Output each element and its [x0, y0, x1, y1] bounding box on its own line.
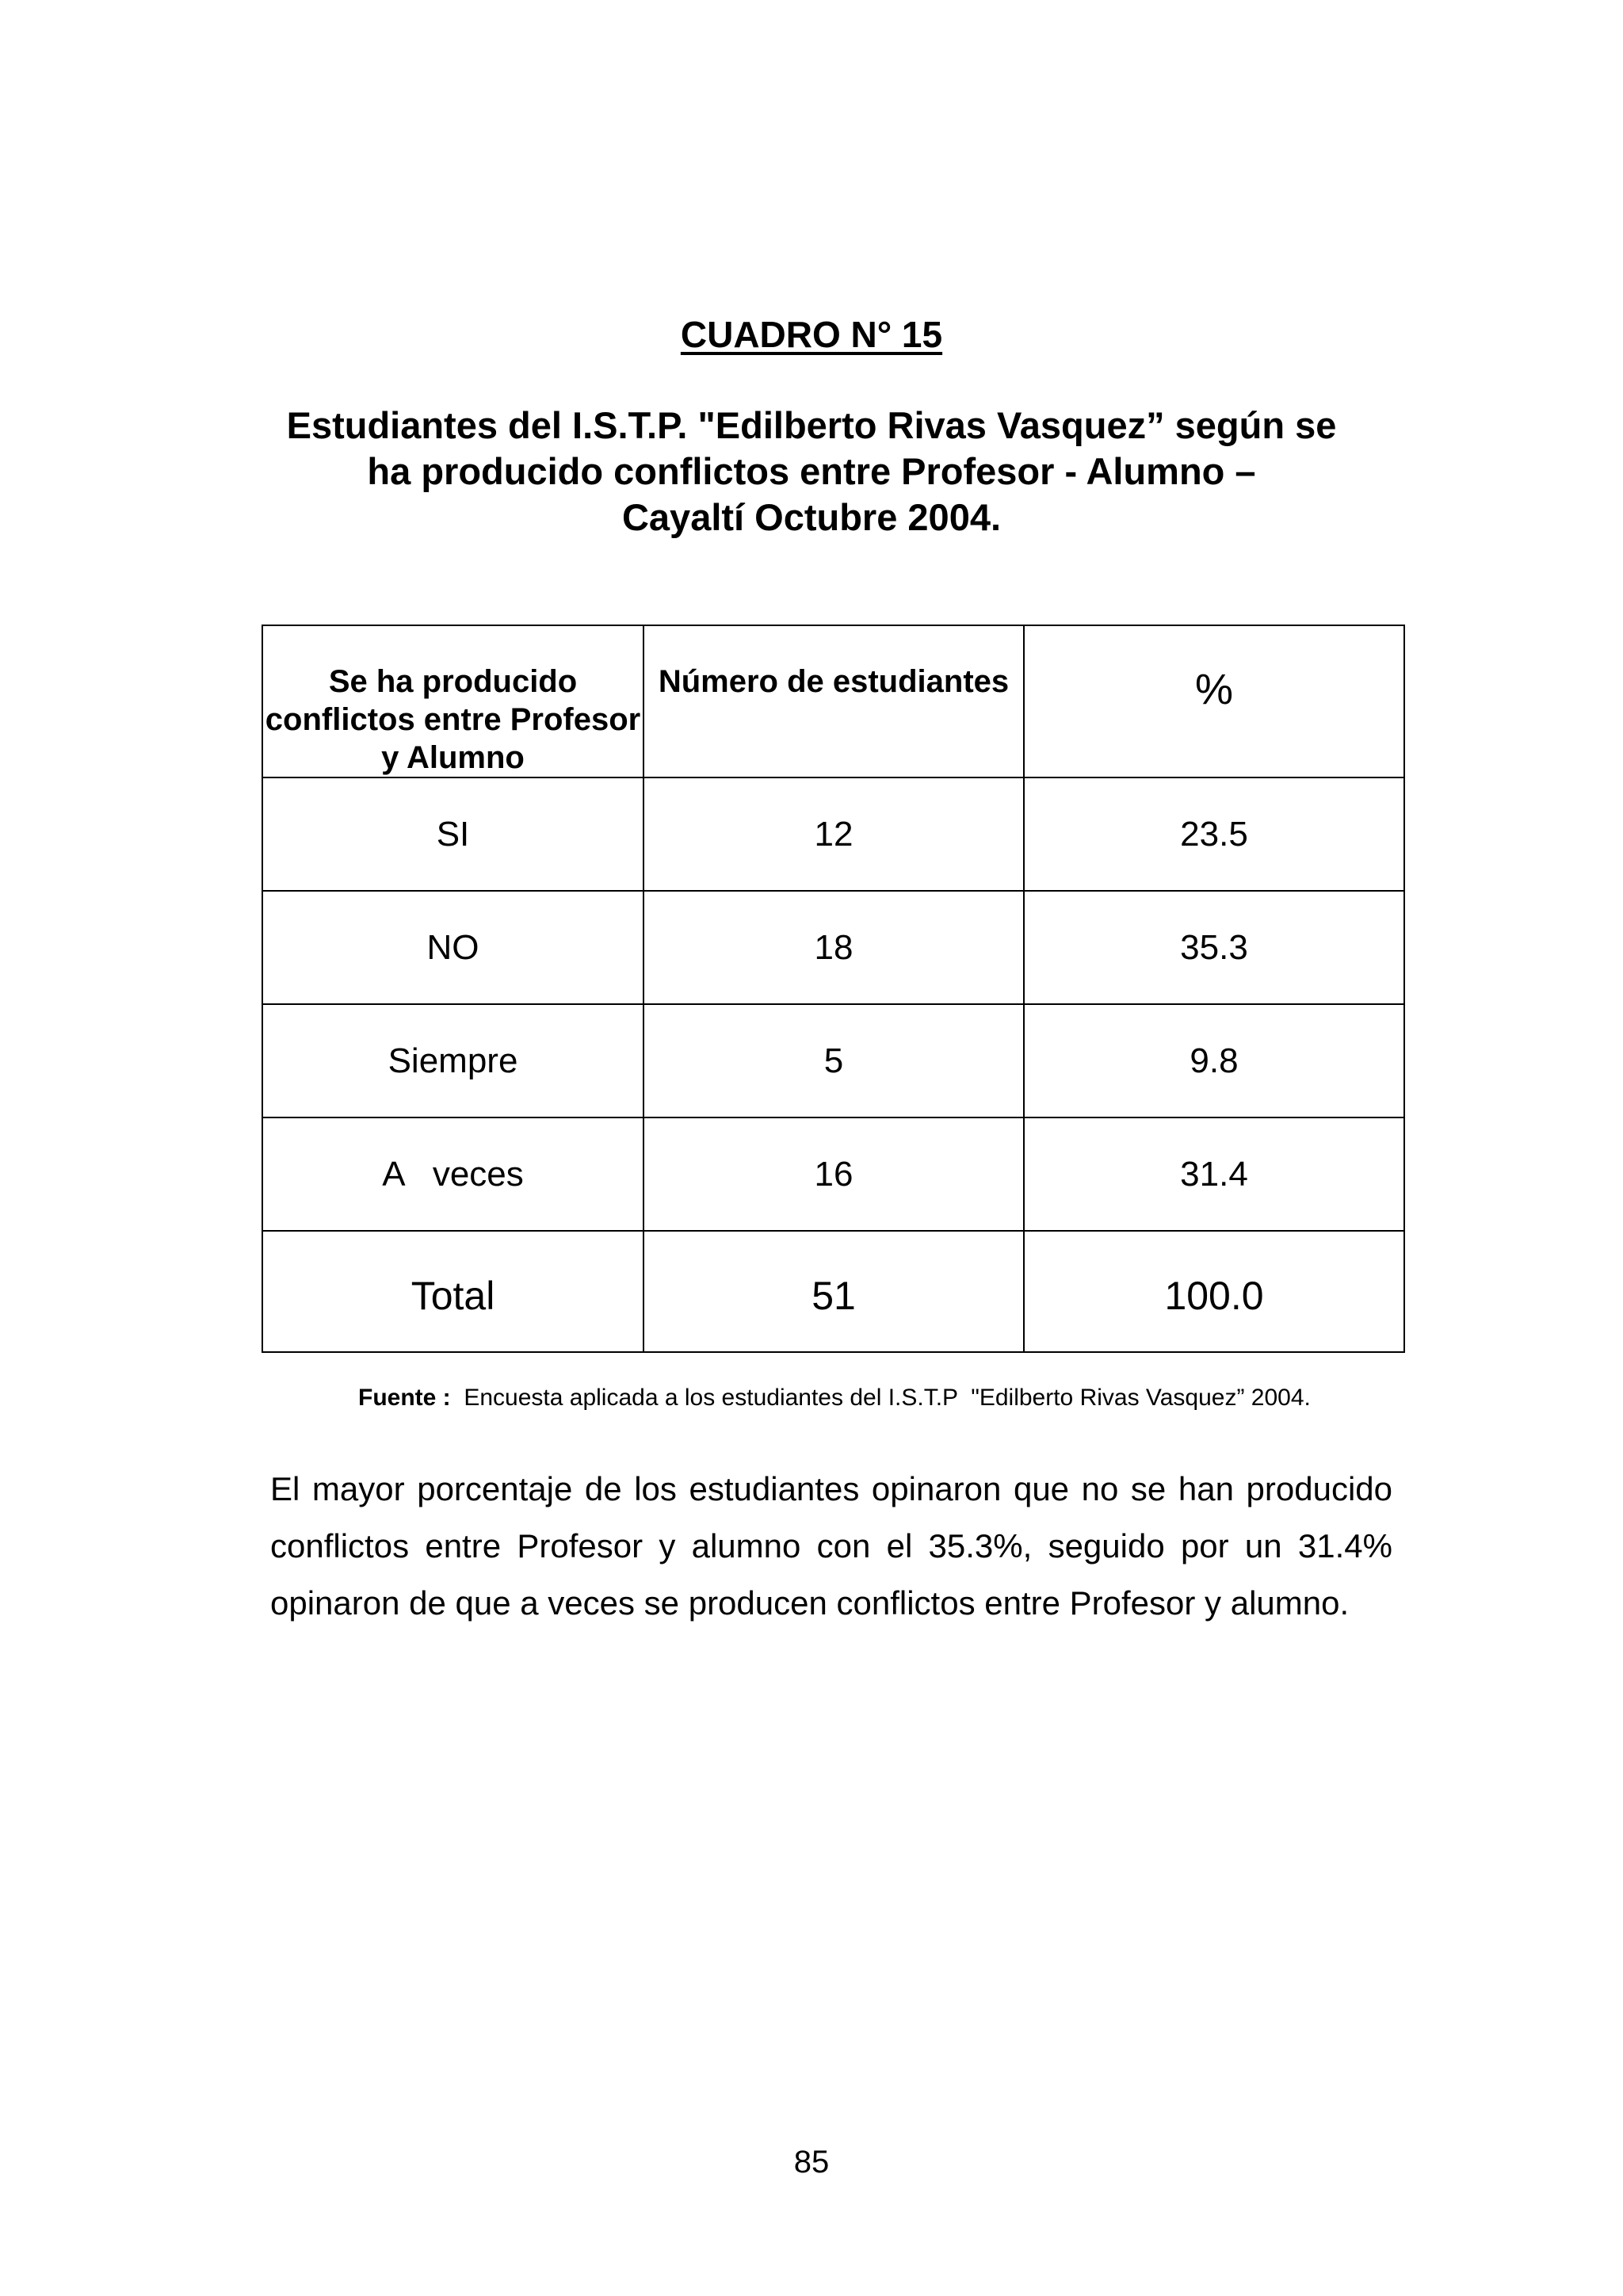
table-header-row — [262, 625, 1404, 777]
row-label: Siempre — [262, 1004, 643, 1117]
source-note — [358, 1385, 1311, 1412]
total-percent: 100.0 — [1024, 1231, 1404, 1352]
table-row — [262, 891, 1404, 1004]
table-title-line-3: Cayaltí Octubre 2004. — [621, 496, 1002, 538]
row-label: A veces — [262, 1117, 643, 1231]
row-percent: 35.3 — [1024, 891, 1404, 1004]
row-label: SI — [262, 777, 643, 891]
source-text: Encuesta aplicada a los estudiantes del I.S.T.P "Edilberto Rivas Vasquez” 2004. — [464, 1385, 1311, 1411]
row-percent: 31.4 — [1024, 1117, 1404, 1231]
header-cell-conflicts: Se ha producido conflictos entre Profesor y Alumno — [262, 625, 643, 777]
data-table — [262, 625, 1405, 1353]
row-label: NO — [262, 891, 643, 1004]
table-total-row — [262, 1231, 1404, 1352]
total-label: Total — [262, 1231, 643, 1352]
row-count: 12 — [643, 777, 1024, 891]
page-number: 85 — [793, 2145, 830, 2179]
table-title-line-1: Estudiantes del I.S.T.P. "Edilberto Rivas Vasquez” según se — [286, 404, 1337, 446]
header-cell-percent: % — [1024, 625, 1404, 777]
row-count: 16 — [643, 1117, 1024, 1231]
source-label: Fuente : — [358, 1385, 451, 1411]
row-count: 18 — [643, 891, 1024, 1004]
total-count: 51 — [643, 1231, 1024, 1352]
table-row — [262, 777, 1404, 891]
analysis-paragraph: El mayor porcentaje de los estudiantes opinaron que no se han producido conflictos entre Profesor y alumno con el 35.3%, seguido por un 31.4% opinaron de que a veces se producen conflictos entre Profesor y alumno. — [270, 1470, 1392, 1622]
row-percent: 9.8 — [1024, 1004, 1404, 1117]
row-count: 5 — [643, 1004, 1024, 1117]
table-title-line-2: ha producido conflictos entre Profesor - Alumno – — [367, 450, 1256, 492]
table-row — [262, 1004, 1404, 1117]
table-row — [262, 1117, 1404, 1231]
row-percent: 23.5 — [1024, 777, 1404, 891]
table-number-heading: CUADRO N° 15 — [680, 314, 943, 355]
header-cell-count: Número de estudiantes — [643, 625, 1024, 777]
